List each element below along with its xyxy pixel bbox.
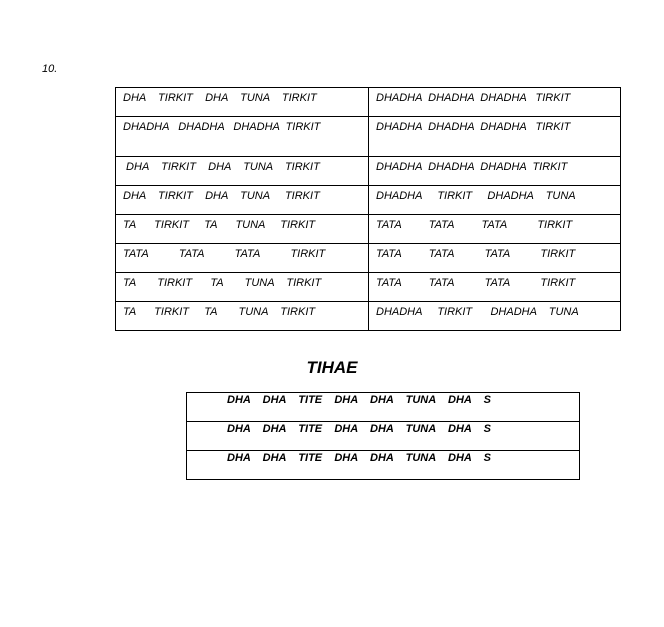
table-cell: DHADHA TIRKIT DHADHA TUNA <box>369 302 621 331</box>
table-row <box>116 244 621 273</box>
table-row <box>116 302 621 331</box>
table-cell: DHA TIRKIT DHA TUNA TIRKIT <box>116 186 369 215</box>
table-cell: DHADHA DHADHA DHADHA TIRKIT <box>369 117 621 157</box>
table-row <box>116 186 621 215</box>
table-row <box>116 215 621 244</box>
table-row <box>116 157 621 186</box>
table-cell: DHA DHA TITE DHA DHA TUNA DHA S <box>187 393 580 422</box>
bols-table <box>115 87 621 331</box>
table-cell: TATA TATA TATA TIRKIT <box>116 244 369 273</box>
table-cell: DHADHA DHADHA DHADHA TIRKIT <box>369 157 621 186</box>
table-row <box>187 451 580 480</box>
tihae-title: TIHAE <box>306 358 358 377</box>
table-cell: DHA TIRKIT DHA TUNA TIRKIT <box>116 88 369 117</box>
table-cell: DHADHA DHADHA DHADHA TIRKIT <box>116 117 369 157</box>
table-cell: TATA TATA TATA TIRKIT <box>369 215 621 244</box>
section-number: 10. <box>42 63 58 75</box>
table-row <box>187 393 580 422</box>
table-cell: DHADHA DHADHA DHADHA TIRKIT <box>369 88 621 117</box>
table-cell: TA TIRKIT TA TUNA TIRKIT <box>116 302 369 331</box>
table-cell: TA TIRKIT TA TUNA TIRKIT <box>116 273 369 302</box>
table-cell: TATA TATA TATA TIRKIT <box>369 244 621 273</box>
table-cell: DHA DHA TITE DHA DHA TUNA DHA S <box>187 451 580 480</box>
table-cell: TATA TATA TATA TIRKIT <box>369 273 621 302</box>
table-row <box>116 117 621 157</box>
table-row <box>187 422 580 451</box>
table-row <box>116 88 621 117</box>
table-row <box>116 273 621 302</box>
table-cell: DHA TIRKIT DHA TUNA TIRKIT <box>116 157 369 186</box>
tihae-table <box>186 392 580 480</box>
table-cell: TA TIRKIT TA TUNA TIRKIT <box>116 215 369 244</box>
table-cell: DHADHA TIRKIT DHADHA TUNA <box>369 186 621 215</box>
table-cell: DHA DHA TITE DHA DHA TUNA DHA S <box>187 422 580 451</box>
